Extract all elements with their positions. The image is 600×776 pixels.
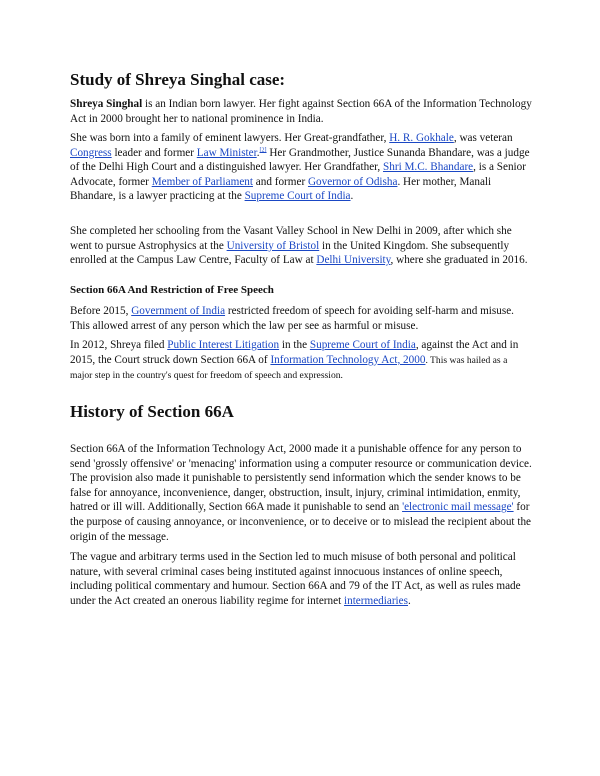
link-law-minister[interactable]: Law Minister	[196, 146, 257, 159]
link-member-of-parliament[interactable]: Member of Parliament	[151, 175, 253, 188]
paragraph-vague-terms: The vague and arbitrary terms used in the Section led to much misuse of both personal and political nature, with several criminal cases being instituted against innocuous instances of online speech, including political commentary and humour. Section 66A and 79 of the IT Act, as well as rules made under the Act created an onerous liability regime for internet intermediaries.	[70, 551, 521, 607]
paragraph-2012-pil: In 2012, Shreya filed Public Interest Litigation in the Supreme Court of India, against the Act and in 2015, the Court struck down Section 66A of Information Technology Act, 2000. This was hailed as a major step in the country's quest for freedom of speech and expression.	[70, 339, 519, 382]
link-public-interest-litigation[interactable]: Public Interest Litigation	[167, 339, 280, 351]
link-university-of-bristol[interactable]: University of Bristol	[226, 239, 320, 252]
name-bold: Shreya Singhal	[70, 98, 143, 110]
link-congress[interactable]: Congress	[70, 146, 112, 159]
link-electronic-mail-message[interactable]: 'electronic mail message'	[402, 501, 514, 514]
paragraph-intro: Shreya Singhal is an Indian born lawyer. Her fight against Section 66A of the Information Technology Act in 2000 brought her to national prominence in India.	[70, 98, 532, 125]
link-hr-gokhale[interactable]: H. R. Gokhale	[389, 132, 454, 144]
link-supreme-court-of-india-2[interactable]: Supreme Court of India	[309, 339, 416, 351]
link-delhi-university[interactable]: Delhi University	[316, 254, 391, 267]
title-shreya-singhal-case: Study of Shreya Singhal case:	[70, 70, 286, 89]
link-government-of-india[interactable]: Government of India	[131, 305, 226, 317]
link-supreme-court-of-india[interactable]: Supreme Court of India	[244, 190, 351, 203]
heading-section-66a-restriction: Section 66A And Restriction of Free Speech	[70, 284, 274, 296]
paragraph-education: She completed her schooling from the Vasant Valley School in New Delhi in 2009, after which she went to pursue Astrophysics at the University of Bristol in the United Kingdom. She subsequently enrolled at the Campus Law Centre, Faculty of Law at Delhi University, where she graduated in 2016.	[70, 225, 528, 267]
paragraph-family: She was born into a family of eminent lawyers. Her Great-grandfather, H. R. Gokhale, was veteran Congress leader and former Law Minister.[2] Her Grandmother, Justice Sunanda Bhandare, was a judge of the Delhi High Court and a distinguished lawyer. Her Grandfather, Shri M.C. Bhandare, is a Senior Advocate, former Member of Parliament and former Governor of Odisha. Her mother, Manali Bhandare, is a lawyer practicing at the Supreme Court of India.	[70, 132, 530, 203]
link-governor-of-odisha[interactable]: Governor of Odisha	[307, 175, 398, 188]
link-information-technology-act-2000[interactable]: Information Technology Act, 2000	[270, 353, 426, 366]
link-intermediaries[interactable]: intermediaries	[344, 594, 408, 607]
paragraph-history: Section 66A of the Information Technology Act, 2000 made it a punishable offence for any person to send 'grossly offensive' or 'menacing' information using a computer resource or communication device. The provision also made it punishable to persistently send information which the sender knows to be false for annoyance, inconvenience, danger, obstruction, insult, injury, criminal intimidation, enmity, hatred or ill will. Additionally, Section 66A made it punishable to send an 'electronic mail message' for the purpose of causing annoyance, or inconvenience, or to deceive or to mislead the recipient about the origin of the message.	[70, 443, 532, 543]
link-mc-bhandare[interactable]: Shri M.C. Bhandare	[383, 161, 474, 174]
link-citation-2[interactable]: [2]	[259, 146, 267, 153]
paragraph-before-2015: Before 2015, Government of India restricted freedom of speech for avoiding self-harm and misuse. This allowed arrest of any person which the law per see as harmful or misuse.	[70, 305, 514, 332]
title-history-section-66a: History of Section 66A	[70, 402, 234, 421]
